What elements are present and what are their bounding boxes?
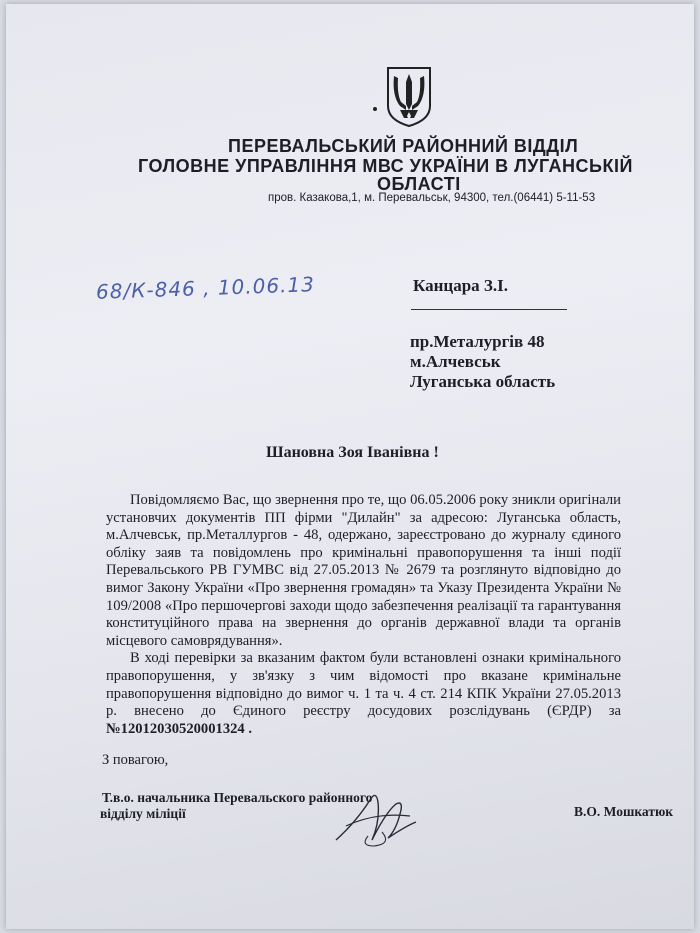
body-paragraph-2 [106, 650, 621, 738]
signer-position-line-1: Т.в.о. начальника Перевальского районного [102, 790, 373, 805]
recipient-divider [411, 309, 567, 310]
salutation: Шановна Зоя Іванівна ! [266, 444, 439, 461]
header-line-1: ПЕРЕВАЛЬСЬКИЙ РАЙОННИЙ ВІДДІЛ [228, 136, 579, 156]
signer-position-line-2: відділу міліції [100, 806, 186, 821]
signer-name: В.О. Мошкатюк [574, 804, 674, 819]
header-address: пров. Казакова,1, м. Перевальськ, 94300, тел.(06441) 5-11-53 [268, 192, 596, 204]
letter-body [106, 492, 621, 738]
recipient-region: Луганська область [410, 372, 556, 391]
body-paragraph-1: Повідомляємо Вас, що звернення про те, що 06.05.2006 року зникли оригінали установчих документів ПП фірми "Дилайн" за адресою: Луганська область, м.Алчевськ, пр.Металлургов - 48, одержано, зареєстровано до журналу єдиного обліку заяв та повідомлень про кримінальні правопорушення та інші події Перевальського РВ ГУМВС від 27.05.2013 № 2679 та розглянуто відповідно до вимог Закону України «Про звернення громадян» та Указу Президента України № 109/2008 «Про першочергові заходи щодо забезпечення реалізації та гарантування конституційного права на звернення до органів державної влади та органів місцевого самоврядування». [106, 492, 621, 649]
decorative-dot [373, 107, 377, 111]
recipient-name: Канцара З.І. [413, 276, 508, 295]
trident-emblem-icon [386, 66, 432, 128]
recipient-city: м.Алчевськ [410, 352, 501, 371]
body-paragraph-2-text: В ході перевірки за вказаним фактом були встановлені ознаки кримінального правопорушення, у зв'язку з чим відомості про вказане кримінальне правопорушення відповідно до вимог ч. 1 та ч. 4 ст. 214 КПК України 27.05.2013 р. внесено до Єдиного реєстру досудових розслідувань (ЄРДР) за [106, 650, 621, 720]
erdr-number: №12012030520001324 . [106, 720, 253, 737]
header-line-2: ГОЛОВНЕ УПРАВЛІННЯ МВС УКРАЇНИ В ЛУГАНСЬКІЙ [138, 156, 633, 176]
registration-stamp: 68/К-846 , 10.06.13 [95, 272, 316, 304]
closing: З повагою, [102, 752, 169, 768]
header-line-3: ОБЛАСТІ [377, 174, 461, 194]
recipient-street: пр.Металургів 48 [410, 332, 545, 351]
letter-sheet [6, 4, 694, 929]
handwritten-signature [326, 782, 426, 852]
